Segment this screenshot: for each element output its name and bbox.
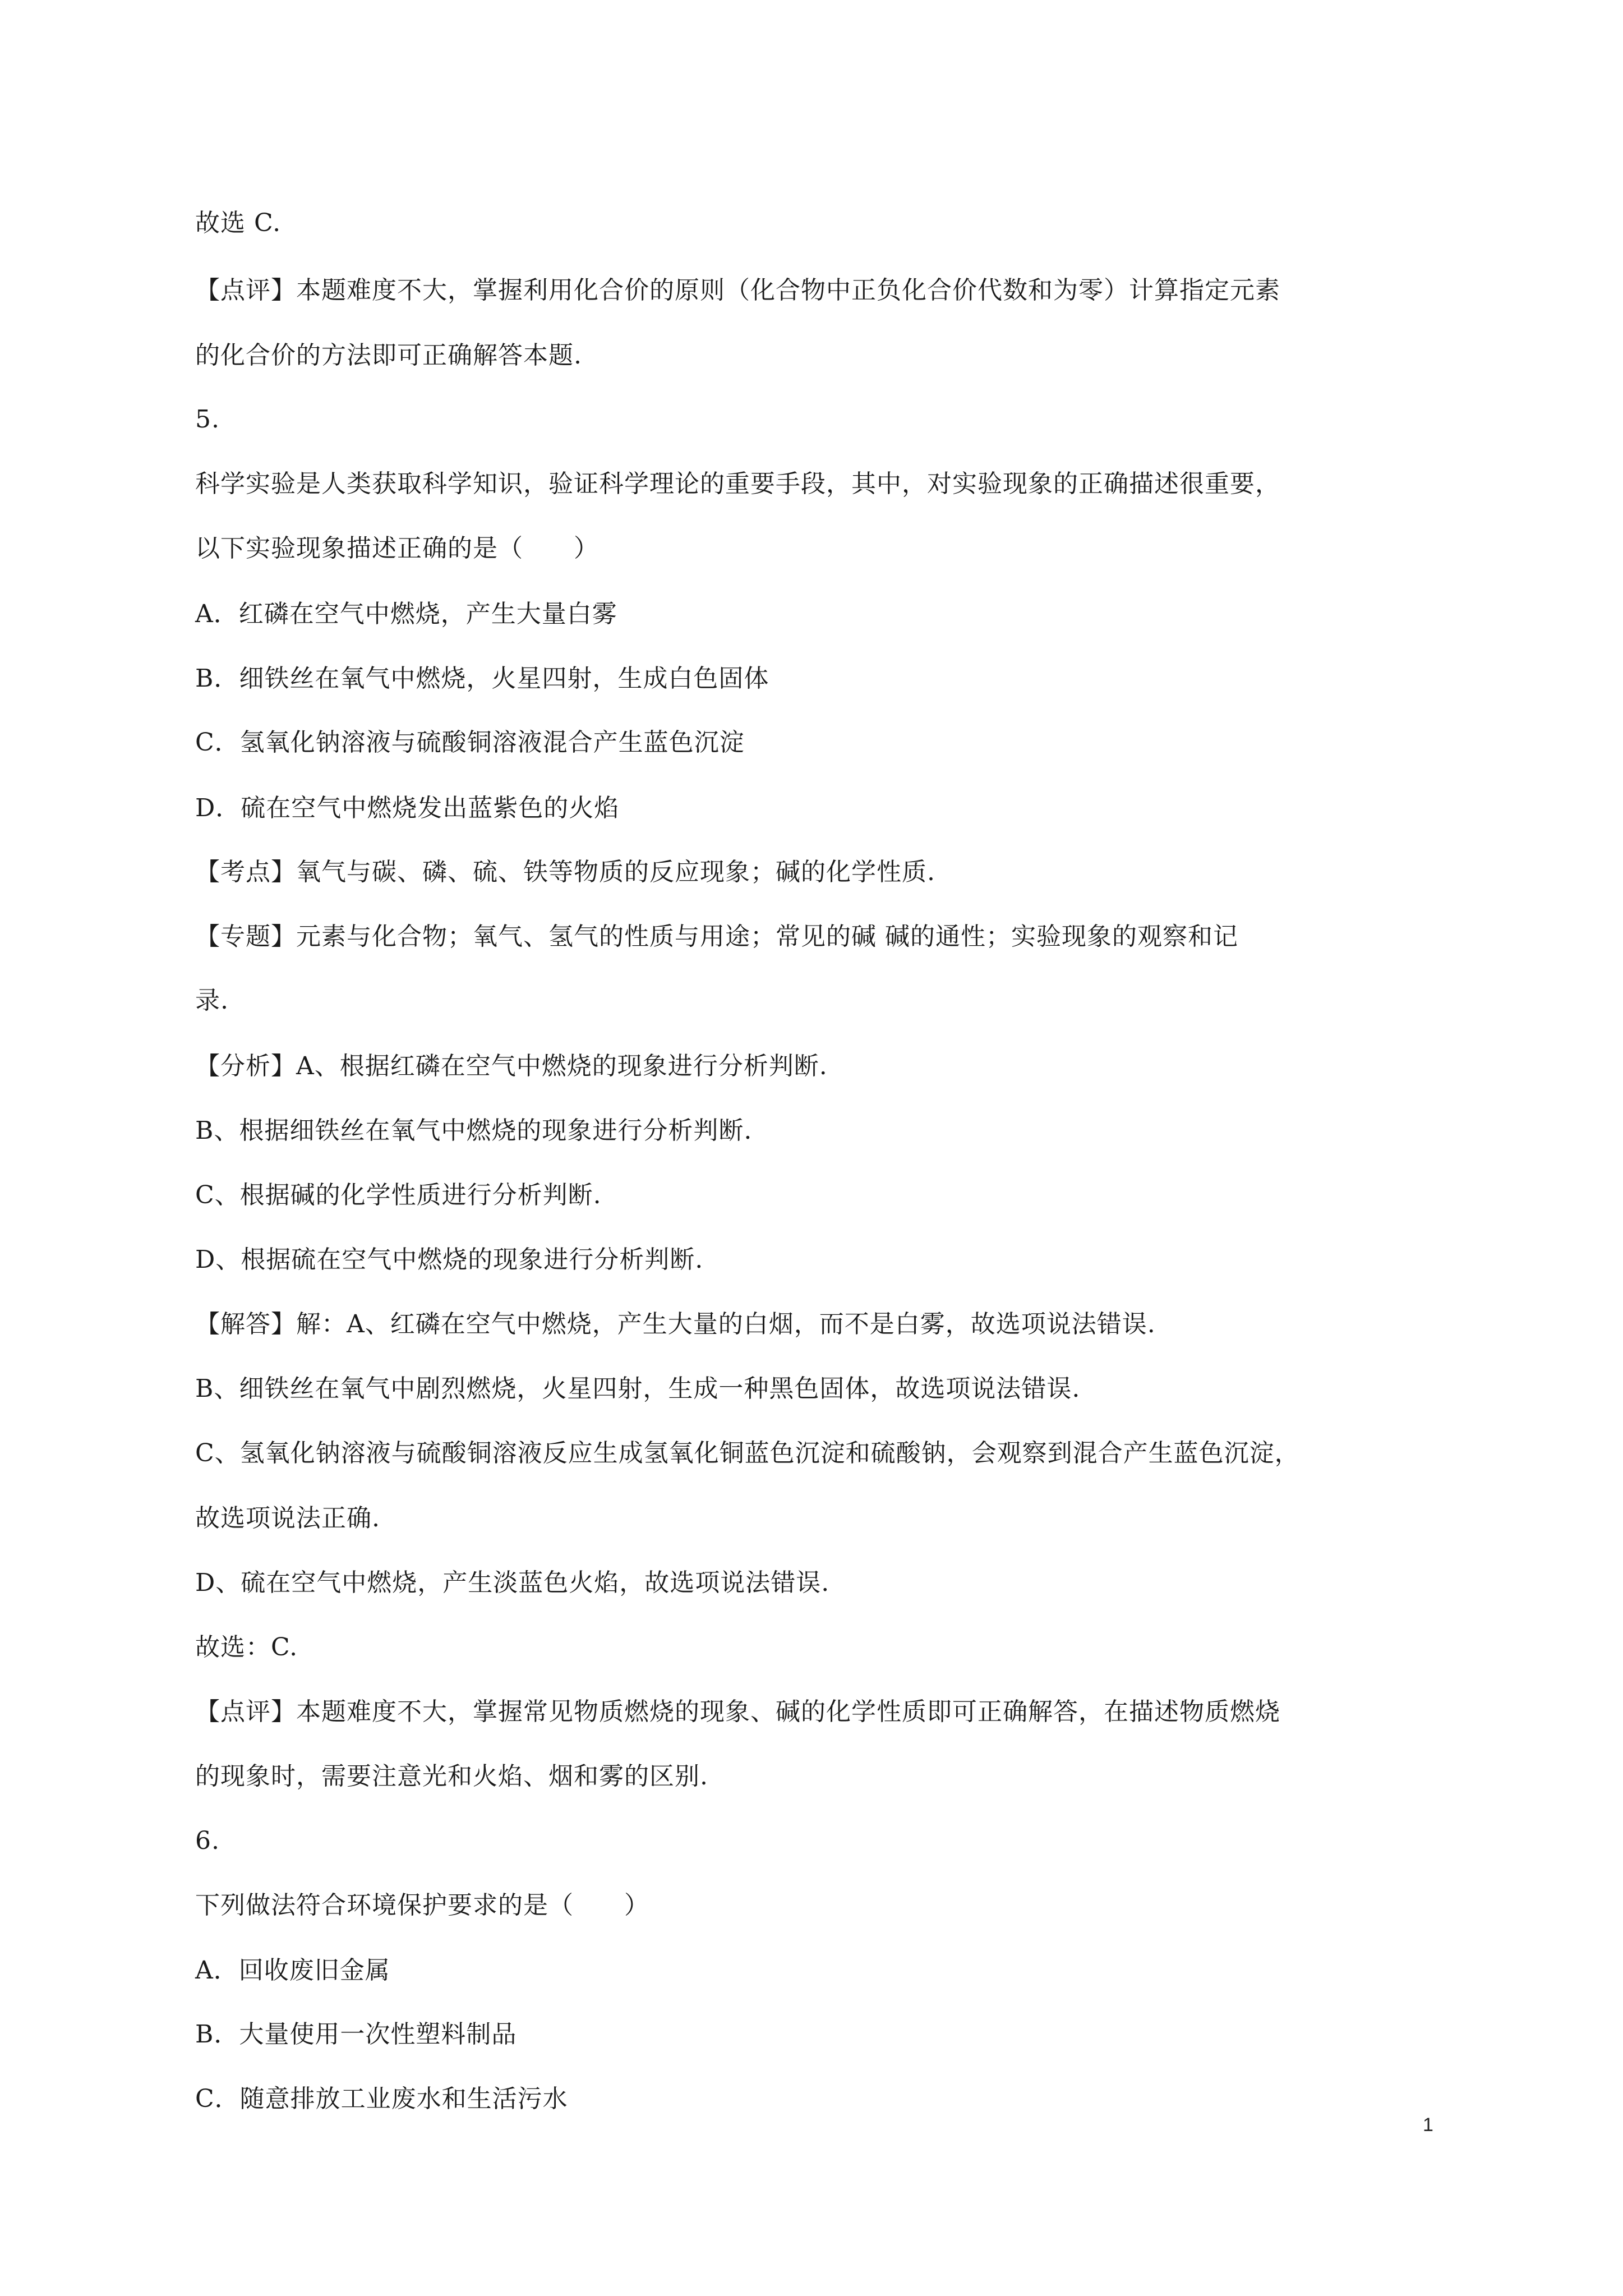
text-line: 录. [195,986,229,1015]
text-line: B、细铁丝在氧气中剧烈燃烧，火星四射，生成一种黑色固体，故选项说法错误. [195,1374,1081,1403]
text-line: 故选：C. [195,1633,298,1662]
text-line: 以下实验现象描述正确的是（ ） [195,534,599,563]
text-line: 故选 C. [195,209,282,237]
text-line: 【专题】元素与化合物；氧气、氢气的性质与用途；常见的碱 碱的通性；实验现象的观察和记 [195,922,1238,951]
text-line: 下列做法符合环境保护要求的是（ ） [195,1891,649,1920]
option-line: C．随意排放工业废水和生活污水 [195,2085,568,2113]
question-number: 5. [195,405,220,434]
question-number: 6. [195,1826,220,1855]
text-line: 的现象时，需要注意光和火焰、烟和雾的区别. [195,1762,708,1791]
option-line: A．红磷在空气中燃烧，产生大量白雾 [195,600,617,628]
text-line: 的化合价的方法即可正确解答本题. [195,341,582,370]
text-line: 【点评】本题难度不大，掌握利用化合价的原则（化合物中正负化合价代数和为零）计算指定元素 [195,276,1280,305]
text-line: 【解答】解：A、红磷在空气中燃烧，产生大量的白烟，而不是白雾，故选项说法错误. [195,1310,1156,1338]
text-line: C、氢氧化钠溶液与硫酸铜溶液反应生成氢氧化铜蓝色沉淀和硫酸钠，会观察到混合产生蓝色沉淀， [195,1439,1300,1467]
option-line: B．细铁丝在氧气中燃烧，火星四射，生成白色固体 [195,664,769,693]
text-line: D、硫在空气中燃烧，产生淡蓝色火焰，故选项说法错误. [195,1568,830,1597]
text-line: C、根据碱的化学性质进行分析判断. [195,1181,602,1209]
option-line: D．硫在空气中燃烧发出蓝紫色的火焰 [195,794,620,822]
option-line: C．氢氧化钠溶液与硫酸铜溶液混合产生蓝色沉淀 [195,728,745,757]
text-line: 科学实验是人类获取科学知识，验证科学理论的重要手段，其中，对实验现象的正确描述很重要， [195,470,1280,498]
page-number: 1 [1423,2114,1433,2136]
text-line: 【考点】氧气与碳、磷、硫、铁等物质的反应现象；碱的化学性质. [195,858,935,886]
option-line: A．回收废旧金属 [195,1956,390,1985]
text-line: B、根据细铁丝在氧气中燃烧的现象进行分析判断. [195,1116,753,1145]
text-line: D、根据硫在空气中燃烧的现象进行分析判断. [195,1245,704,1274]
option-line: B．大量使用一次性塑料制品 [195,2020,517,2049]
text-line: 【点评】本题难度不大，掌握常见物质燃烧的现象、碱的化学性质即可正确解答，在描述物质燃烧 [195,1697,1280,1726]
text-line: 【分析】A、根据红磷在空气中燃烧的现象进行分析判断. [195,1052,828,1080]
text-line: 故选项说法正确. [195,1504,380,1533]
